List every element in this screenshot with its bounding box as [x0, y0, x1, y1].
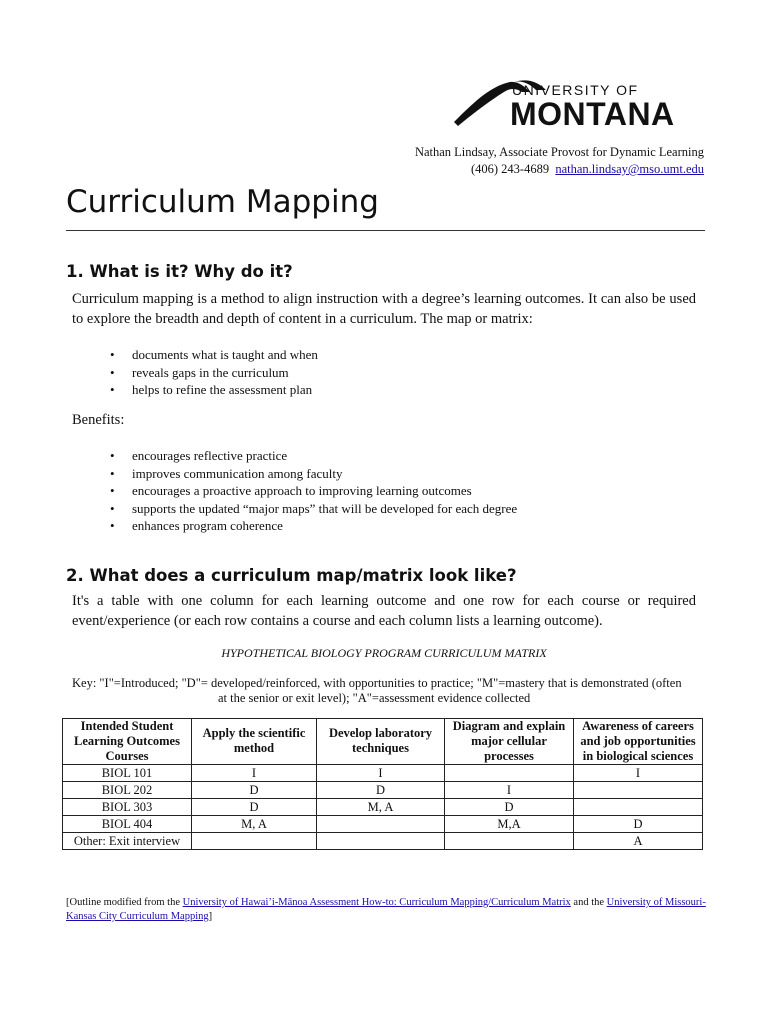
corner-outcomes-label: Intended Student Learning Outcomes [74, 719, 180, 748]
footnote-middle: and the [570, 897, 607, 908]
list-item: • helps to refine the assessment plan [96, 381, 318, 399]
table-cell: M,A [445, 816, 574, 833]
title-divider [66, 230, 705, 231]
table-row [63, 816, 703, 833]
course-cell: Other: Exit interview [63, 833, 192, 850]
corner-courses-label: Courses [105, 749, 149, 763]
matrix-key [72, 676, 712, 706]
column-header: Awareness of careers and job opportunities in biological sciences [574, 719, 703, 765]
section-2-intro: It's a table with one column for each learning outcome and one row for each course or required event/experience (or each row contains a course and each column lists a learning outcome). [72, 593, 696, 629]
hawaii-source-link[interactable]: University of Hawai’i-Mānoa Assessment How-to: Curriculum Mapping/Curriculum Matrix [182, 897, 571, 908]
table-cell: M, A [192, 816, 317, 833]
map-purpose-list [96, 346, 318, 399]
university-logo [452, 76, 702, 132]
list-item: • encourages reflective practice [96, 447, 517, 465]
table-cell: A [574, 833, 703, 850]
table-cell: D [192, 799, 317, 816]
benefits-label: Benefits: [72, 412, 125, 428]
umkc-source-link[interactable]: University of Missouri-Kansas City Curriculum Mapping [66, 897, 706, 922]
section-1-intro: Curriculum mapping is a method to align instruction with a degree’s learning outcomes. It can also be used to explore the breadth and depth of content in a curriculum. The map or matrix: [72, 291, 696, 327]
table-cell: D [445, 799, 574, 816]
table-row [63, 765, 703, 782]
logo-university-of: UNIVERSITY OF [512, 82, 639, 98]
course-cell: BIOL 101 [63, 765, 192, 782]
list-item: • reveals gaps in the curriculum [96, 364, 318, 382]
column-header: Develop laboratory techniques [317, 719, 445, 765]
table-cell [317, 816, 445, 833]
table-cell: I [574, 765, 703, 782]
contact-name: Nathan Lindsay, Associate Provost for Dynamic Learning [414, 145, 704, 159]
contact-phone: (406) 243-4689 [470, 162, 550, 176]
contact-block [415, 144, 704, 178]
table-cell: D [574, 816, 703, 833]
table-cell [317, 833, 445, 850]
list-item: • encourages a proactive approach to improving learning outcomes [96, 482, 517, 500]
course-cell: BIOL 404 [63, 816, 192, 833]
list-item: • improves communication among faculty [96, 465, 517, 483]
table-row [63, 833, 703, 850]
footnote-prefix: [Outline modified from the [66, 897, 183, 908]
contact-email-link[interactable]: nathan.lindsay@mso.umt.edu [555, 162, 704, 176]
page-title: Curriculum Mapping [66, 184, 379, 220]
table-cell [192, 833, 317, 850]
list-item: • documents what is taught and when [96, 346, 318, 364]
table-cell: M, A [317, 799, 445, 816]
table-cell: I [445, 782, 574, 799]
table-cell: I [192, 765, 317, 782]
column-header: Apply the scientific method [192, 719, 317, 765]
section-1-heading: 1. What is it? Why do it? [66, 262, 293, 281]
logo-montana: MONTANA [510, 96, 675, 132]
table-cell: I [317, 765, 445, 782]
table-row [63, 782, 703, 799]
benefits-list [96, 447, 517, 535]
course-cell: BIOL 303 [63, 799, 192, 816]
table-cell [445, 765, 574, 782]
column-header: Diagram and explain major cellular processes [445, 719, 574, 765]
contact-line-2 [415, 161, 704, 178]
table-header-row [63, 719, 703, 765]
table-cell: D [317, 782, 445, 799]
key-line-2: at the senior or exit level); "A"=assessment evidence collected [218, 691, 531, 705]
footnote-suffix: ] [208, 911, 213, 922]
table-corner-header [63, 719, 192, 765]
source-footnote [66, 896, 706, 924]
table-cell: D [192, 782, 317, 799]
section-2-heading: 2. What does a curriculum map/matrix look like? [66, 566, 517, 585]
list-item: • enhances program coherence [96, 517, 517, 535]
key-line-1: Key: "I"=Introduced; "D"= developed/reinforced, with opportunities to practice; "M"=mastery that is demonstrated (often [72, 676, 682, 690]
course-cell: BIOL 202 [63, 782, 192, 799]
table-cell [574, 782, 703, 799]
matrix-caption: HYPOTHETICAL BIOLOGY PROGRAM CURRICULUM MATRIX [221, 646, 547, 660]
table-row [63, 799, 703, 816]
curriculum-matrix-table [62, 718, 703, 850]
list-item: • supports the updated “major maps” that will be developed for each degree [96, 500, 517, 518]
table-cell [445, 833, 574, 850]
table-cell [574, 799, 703, 816]
